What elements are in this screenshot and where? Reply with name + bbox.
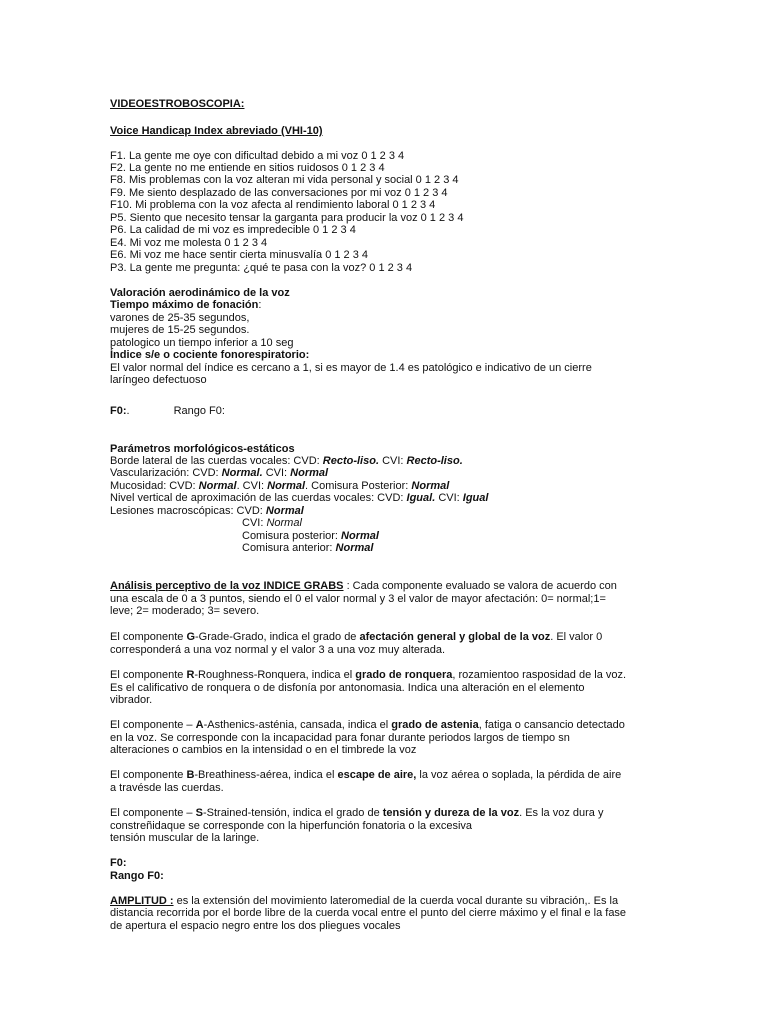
rango-f0-label: Rango F0: [173, 405, 225, 417]
borde-cvd-value: Recto-liso. [322, 455, 380, 467]
grabs-b-line: a travésde las cuerdas. [110, 782, 224, 794]
index-text: El valor normal del índice es cercano a 1, si es mayor de 1.4 es patológico e indicativo de un cierre [110, 362, 592, 374]
cant-value: Normal [335, 542, 374, 554]
grabs-intro-line [110, 580, 617, 593]
grabs-b-line [110, 769, 621, 782]
cvi-line [242, 517, 302, 530]
tmf-colon: : [258, 299, 262, 311]
amplitud-line: de apertura el espacio negro entre los dos pliegues vocales [110, 920, 401, 932]
g-letter: G [186, 631, 195, 643]
muco-comisura-value: Normal [411, 480, 450, 492]
borde-label: Borde lateral de las cuerdas vocales: CVD: [110, 455, 323, 467]
f0-label-2: F0: [110, 857, 127, 869]
vhi-item: E4. Mi voz me molesta 0 1 2 3 4 [110, 237, 268, 249]
f0-label: F0: [110, 405, 127, 417]
index-text: laríngeo defectuoso [110, 374, 207, 386]
f0-row [110, 405, 225, 418]
a-letter: A [195, 719, 204, 731]
a-text: , fatiga o cansancio detectado [478, 719, 625, 731]
aero-heading: Valoración aerodinámico de la voz [110, 287, 290, 299]
cant-line [242, 542, 373, 555]
b-text: -Breathiness-aérea, indica el [194, 769, 338, 781]
index-heading: Índice s/e o cociente fonorespiratorio: [110, 349, 310, 361]
morfo-heading: Parámetros morfológicos-estáticos [110, 443, 295, 455]
grabs-r-line [110, 669, 626, 682]
b-strong: escape de aire, [337, 769, 417, 781]
tmf-label: Tiempo máximo de fonación [110, 299, 259, 311]
grabs-s-line: constreñidaque se corresponde con la hiperfunción fonatoria o la excesiva [110, 820, 473, 832]
amplitud-line: distancia recorrida por el borde libre de la cuerda vocal entre el punto del cierre máximo y el final e la fase [110, 907, 627, 919]
r-text: El componente [110, 669, 187, 681]
s-text: . Es la voz dura y [519, 807, 604, 819]
cpost-value: Normal [341, 530, 379, 542]
muco-cvd-value: Normal [198, 480, 237, 492]
a-text: -Asthenics-asténia, cansada, indica el [203, 719, 392, 731]
nivel-cvi-label: CVI: [435, 492, 463, 504]
muco-cvi-value: Normal [267, 480, 306, 492]
nivel-line [110, 492, 488, 505]
f0-dot: . [126, 405, 130, 417]
page-title: VIDEOESTROBOSCOPIA: [110, 98, 245, 110]
grabs-intro-text: : Cada componente evaluado se valora de acuerdo con [343, 580, 617, 592]
vhi-item: E6. Mi voz me hace sentir cierta minusvalía 0 1 2 3 4 [110, 249, 369, 261]
vhi-item: P3. La gente me pregunta: ¿qué te pasa con la voz? 0 1 2 3 4 [110, 262, 413, 274]
vasc-cvi-value: Normal [290, 467, 329, 479]
muco-comisura-label: . Comisura Posterior: [305, 480, 412, 492]
cpost-label: Comisura posterior: [242, 530, 342, 542]
grabs-g-line [110, 631, 602, 644]
s-text: El componente – [110, 807, 196, 819]
muco-cvi-label: . CVI: [236, 480, 268, 492]
tmf-line [110, 299, 261, 312]
b-letter: B [186, 769, 195, 781]
nivel-cvd-value: Igual. [406, 492, 436, 504]
nivel-cvi-value: Igual [462, 492, 489, 504]
grabs-heading: Análisis perceptivo de la voz INDICE GRABS [110, 580, 344, 592]
vasc-label: Vascularización: CVD: [110, 467, 222, 479]
amplitud-text: es la extensión del movimiento lateromedial de la cuerda vocal durante su vibración,. Es la [173, 895, 619, 907]
g-text: . El valor 0 [550, 631, 603, 643]
r-letter: R [186, 669, 195, 681]
aero-line: mujeres de 15-25 segundos. [110, 324, 250, 336]
vhi-heading: Voice Handicap Index abreviado (VHI-10) [110, 125, 323, 137]
grabs-a-line [110, 719, 625, 732]
vhi-item: P5. Siento que necesito tensar la garganta para producir la voz 0 1 2 3 4 [110, 212, 464, 224]
grabs-g-line: corresponderá a una voz normal y el valor 3 a una voz muy alterada. [110, 644, 446, 656]
lesiones-label: Lesiones macroscópicas: CVD: [110, 505, 266, 517]
grabs-intro-line: una escala de 0 a 3 puntos, siendo el 0 el valor normal y 3 el valor de mayor afectación: 0= normal;1= [110, 593, 606, 605]
vasc-line [110, 467, 328, 480]
a-text: El componente – [110, 719, 196, 731]
vhi-item: F9. Me siento desplazado de las conversaciones por mi voz 0 1 2 3 4 [110, 187, 448, 199]
vasc-cvd-value: Normal. [221, 467, 263, 479]
grabs-s-line: tensión muscular de la laringe. [110, 832, 260, 844]
vhi-item: F10. Mi problema con la voz afecta al rendimiento laboral 0 1 2 3 4 [110, 199, 436, 211]
amplitud-label: AMPLITUD : [110, 895, 174, 907]
borde-cvi-value: Recto-liso. [406, 455, 463, 467]
g-text: El componente [110, 631, 187, 643]
s-text: -Strained-tensión, indica el grado de [202, 807, 383, 819]
cvi-label: CVI: [242, 517, 267, 529]
grabs-s-line [110, 807, 603, 820]
grabs-a-line: en la voz. Se corresponde con la incapacidad para fonar durante periodos largos de tiempo sn [110, 732, 570, 744]
vhi-item: P6. La calidad de mi voz es impredecible 0 1 2 3 4 [110, 224, 356, 236]
rango-f0-label-2: Rango F0: [110, 870, 164, 882]
grabs-r-line: vibrador. [110, 694, 153, 706]
nivel-label: Nivel vertical de aproximación de las cuerdas vocales: CVD: [110, 492, 407, 504]
muco-label: Mucosidad: CVD: [110, 480, 199, 492]
r-strong: grado de ronquera [355, 669, 453, 681]
s-letter: S [195, 807, 203, 819]
g-text: -Grade-Grado, indica el grado de [195, 631, 360, 643]
borde-cvi-label: CVI: [379, 455, 407, 467]
s-strong: tensión y dureza de la voz [382, 807, 520, 819]
b-text: El componente [110, 769, 187, 781]
cvi-value: Normal [266, 517, 302, 529]
r-text: -Roughness-Ronquera, indica el [194, 669, 356, 681]
grabs-intro-line: leve; 2= moderado; 3= severo. [110, 605, 260, 617]
vasc-cvi-label: CVI: [262, 467, 291, 479]
grabs-a-line: alteraciones o cambios en la intensidad o en el timbrede la voz [110, 744, 417, 756]
b-text: la voz aérea o soplada, la pérdida de aire [416, 769, 622, 781]
a-strong: grado de astenia [391, 719, 479, 731]
cant-label: Comisura anterior: [242, 542, 336, 554]
g-strong: afectación general y global de la voz [359, 631, 551, 643]
r-text: , rozamientoo rasposidad de la voz. [452, 669, 627, 681]
aero-line: varones de 25-35 segundos, [110, 312, 250, 324]
grabs-r-line: Es el calificativo de ronquera o de disfonía por antonomasia. Indica una alteración en el elemento [110, 682, 585, 694]
vhi-item: F2. La gente no me entiende en sitios ruidosos 0 1 2 3 4 [110, 162, 385, 174]
lesiones-cvd-value: Normal [265, 505, 304, 517]
vhi-item: F1. La gente me oye con dificultad debido a mi voz 0 1 2 3 4 [110, 150, 405, 162]
aero-line: patologico un tiempo inferior a 10 seg [110, 337, 294, 349]
vhi-item: F8. Mis problemas con la voz alteran mi vida personal y social 0 1 2 3 4 [110, 174, 459, 186]
